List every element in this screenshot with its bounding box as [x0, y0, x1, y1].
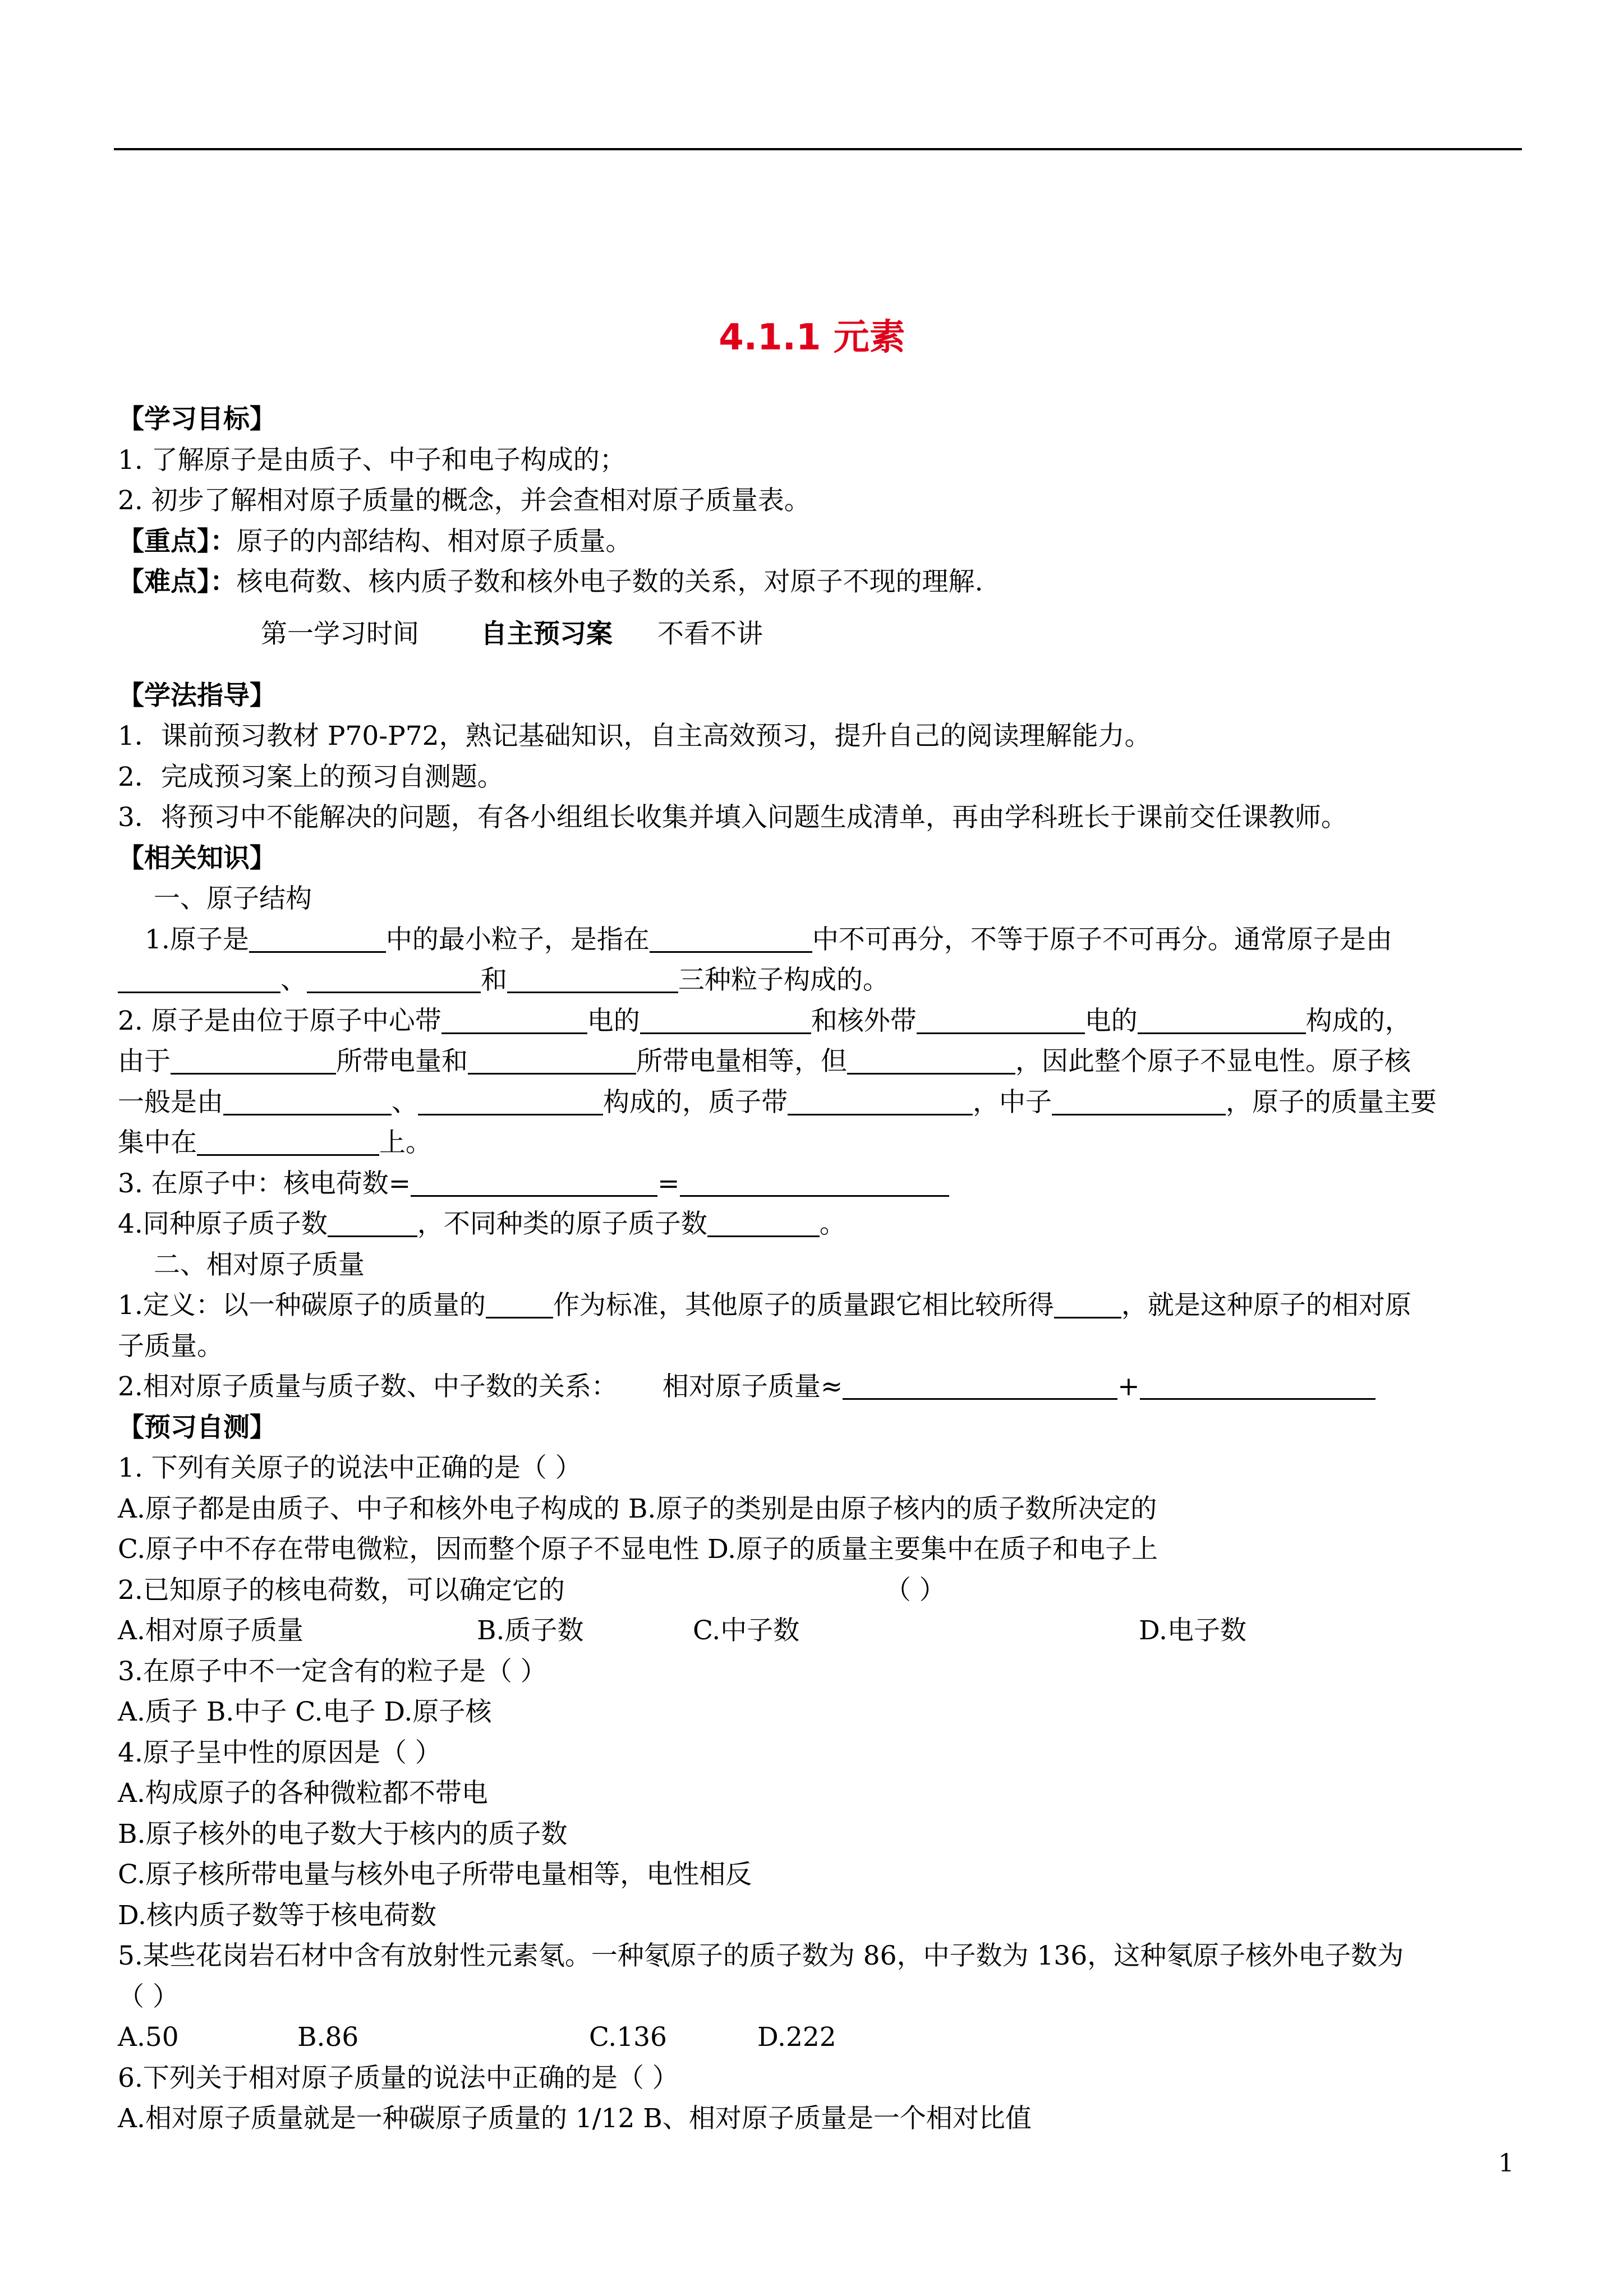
- answer-blank[interactable]: [118, 962, 280, 993]
- question-line: [118, 1041, 1531, 1082]
- document-body: [118, 399, 1531, 2140]
- q-text: 作为标准，其他原子的质量跟它相比较所得: [553, 1290, 1054, 1321]
- option: C.中子数: [693, 1615, 800, 1646]
- page-title: 4.1.1 元素: [719, 317, 905, 358]
- option: A.相对原子质量: [118, 1615, 303, 1646]
- session-time: 第一学习时间: [261, 618, 419, 649]
- answer-blank[interactable]: [486, 1288, 553, 1318]
- header-rule: [114, 148, 1522, 150]
- answer-blank[interactable]: [640, 1003, 811, 1034]
- q-text: +: [1117, 1371, 1140, 1402]
- q-text: ，不同种类的原子质子数: [417, 1209, 707, 1239]
- question-line: [118, 1123, 1531, 1164]
- q-text: 构成的，: [1305, 1005, 1411, 1036]
- q-text: 上。: [379, 1127, 432, 1158]
- option: D.222: [757, 2022, 836, 2053]
- key-point-label: 【重点】：: [118, 525, 237, 557]
- q-text: 一般是由: [118, 1086, 223, 1118]
- knowledge-heading: 【相关知识】: [118, 842, 276, 874]
- question-line: [118, 1082, 1531, 1123]
- question-stem: 5.某些花岗岩石材中含有放射性元素氡。一种氡原子的质子数为 86，中子数为 136，这种氡原子核外电子数为: [118, 1940, 1404, 1971]
- answer-blank[interactable]: [788, 1085, 973, 1115]
- q-text: ，就是这种原子的相对原: [1121, 1290, 1411, 1321]
- answer-blank[interactable]: [680, 1166, 949, 1197]
- difficulty-text: 核电荷数、核内质子数和核外电子数的关系，对原子不现的理解.: [236, 566, 983, 597]
- answer-blank[interactable]: [468, 1044, 636, 1075]
- q-text: 、: [392, 1086, 418, 1118]
- objective-item: 1. 了解原子是由质子、中子和电子构成的；: [118, 444, 626, 476]
- key-point: [118, 522, 1531, 563]
- question-options: B.原子核外的电子数大于核内的质子数: [118, 1818, 568, 1850]
- question-options: A.相对原子质量就是一种碳原子质量的 1/12 B、相对原子质量是一个相对比值: [118, 2103, 1032, 2134]
- q-text: 2. 原子是由位于原子中心带: [118, 1005, 441, 1036]
- question-paren: （ ）: [118, 1981, 179, 2012]
- q-text: 构成的，质子带: [603, 1086, 788, 1118]
- q-text: 中的最小粒子，是指在: [385, 924, 650, 955]
- q-text: 4.同种原子质子数: [118, 1209, 328, 1239]
- answer-blank[interactable]: [223, 1085, 392, 1115]
- question-line: [118, 1164, 1531, 1205]
- option: D.电子数: [1139, 1615, 1246, 1646]
- q-text: ，因此整个原子不显电性。原子核: [1015, 1046, 1411, 1077]
- q-text: 2.相对原子质量与质子数、中子数的关系：: [118, 1371, 618, 1402]
- answer-blank[interactable]: [650, 922, 812, 953]
- q-text: ，中子: [973, 1086, 1052, 1118]
- method-item: 2．完成预习案上的预习自测题。: [118, 761, 504, 792]
- question-line: [118, 1204, 1531, 1245]
- question-line: [118, 960, 1531, 1001]
- question-stem: 6.下列关于相对原子质量的说法中正确的是（ ）: [118, 2062, 679, 2094]
- q-text: （ ）: [884, 1574, 946, 1606]
- q-text: ，原子的质量主要: [1226, 1086, 1437, 1118]
- q-text: 电的: [1084, 1005, 1138, 1036]
- question-stem: 4.原子呈中性的原因是（ ）: [118, 1737, 441, 1768]
- option: C.136: [589, 2022, 667, 2053]
- question-options: A.构成原子的各种微粒都不带电: [118, 1778, 488, 1809]
- q-text: 、: [280, 965, 307, 995]
- method-item: 1．课前预习教材 P70-P72，熟记基础知识，自主高效预习，提升自己的阅读理解能力。: [118, 721, 1151, 751]
- question-line: [118, 1285, 1531, 1326]
- q-text: 1.定义：以一种碳原子的质量的: [118, 1290, 486, 1321]
- objective-item: 2. 初步了解相对原子质量的概念，并会查相对原子质量表。: [118, 485, 811, 516]
- answer-blank[interactable]: [197, 1125, 379, 1156]
- q-text: 三种粒子构成的。: [678, 965, 889, 995]
- answer-blank[interactable]: [249, 922, 386, 953]
- question-options: A.质子 B.中子 C.电子 D.原子核: [118, 1696, 492, 1727]
- question-stem: [118, 1570, 1531, 1611]
- question-options: [118, 2017, 1531, 2058]
- option: A.50: [118, 2022, 179, 2053]
- q-text: 。: [819, 1209, 846, 1239]
- answer-blank[interactable]: [328, 1206, 417, 1237]
- q-text: 所带电量相等，但: [636, 1046, 847, 1077]
- question-stem: 3.在原子中不一定含有的粒子是（ ）: [118, 1656, 547, 1687]
- question-options: A.原子都是由质子、中子和核外电子构成的 B.原子的类别是由原子核内的质子数所决定的: [118, 1493, 1157, 1524]
- q-text: 2.已知原子的核电荷数，可以确定它的: [118, 1574, 565, 1606]
- q-text: 电的: [587, 1005, 640, 1036]
- method-item: 3．将预习中不能解决的问题，有各小组组长收集并填入问题生成清单，再由学科班长于课前交任课教师。: [118, 802, 1347, 833]
- section-title: 一、原子结构: [154, 883, 312, 914]
- answer-blank[interactable]: [847, 1044, 1015, 1075]
- q-text: 和核外带: [811, 1005, 917, 1036]
- answer-blank[interactable]: [1138, 1003, 1306, 1034]
- answer-blank[interactable]: [1054, 1288, 1121, 1318]
- answer-blank[interactable]: [411, 1166, 657, 1197]
- q-text: 由于: [118, 1046, 171, 1077]
- q-text: 和: [481, 965, 507, 995]
- option: B.86: [297, 2022, 359, 2053]
- answer-blank[interactable]: [307, 962, 481, 993]
- question-options: C.原子核所带电量与核外电子所带电量相等，电性相反: [118, 1859, 752, 1890]
- question-options: D.核内质子数等于核电荷数: [118, 1899, 436, 1931]
- answer-blank[interactable]: [917, 1003, 1085, 1034]
- key-point-text: 原子的内部结构、相对原子质量。: [236, 525, 632, 557]
- question-options: C.原子中不存在带电微粒，因而整个原子不显电性 D.原子的质量主要集中在质子和电子上: [118, 1534, 1158, 1565]
- objectives-heading: 【学习目标】: [118, 404, 276, 435]
- option: B.质子数: [477, 1615, 584, 1646]
- session-line: [118, 603, 1531, 666]
- answer-blank[interactable]: [507, 962, 678, 993]
- session-motto: 不看不讲: [657, 618, 763, 649]
- question-line: [118, 1001, 1531, 1042]
- answer-blank[interactable]: [707, 1206, 820, 1237]
- answer-blank[interactable]: [171, 1044, 336, 1075]
- q-text: 3. 在原子中：核电荷数=: [118, 1168, 411, 1199]
- q-text: =: [657, 1168, 680, 1199]
- question-line: [118, 920, 1531, 961]
- q-text: 相对原子质量≈: [662, 1371, 843, 1402]
- answer-blank[interactable]: [418, 1085, 603, 1115]
- q-text: 所带电量和: [336, 1046, 468, 1077]
- question-options: [118, 1611, 1531, 1652]
- answer-blank[interactable]: [1140, 1369, 1375, 1400]
- answer-blank[interactable]: [1052, 1085, 1226, 1115]
- difficulty-label: 【难点】：: [118, 566, 237, 597]
- q-text: 1.原子是: [145, 924, 249, 955]
- method-heading: 【学法指导】: [118, 680, 276, 711]
- session-name: 自主预习案: [481, 618, 613, 649]
- answer-blank[interactable]: [441, 1003, 587, 1034]
- question-line: [118, 1367, 1531, 1408]
- q-text: 集中在: [118, 1127, 197, 1158]
- selftest-heading: 【预习自测】: [118, 1412, 276, 1443]
- question-stem: 1. 下列有关原子的说法中正确的是（ ）: [118, 1453, 582, 1483]
- answer-blank[interactable]: [843, 1369, 1117, 1400]
- difficulty: [118, 562, 1531, 603]
- section-title: 二、相对原子质量: [154, 1249, 365, 1280]
- question-line: 子质量。: [118, 1330, 223, 1362]
- page-number: 1: [1498, 2149, 1514, 2178]
- q-text: 中不可再分，不等于原子不可再分。通常原子是由: [812, 924, 1392, 955]
